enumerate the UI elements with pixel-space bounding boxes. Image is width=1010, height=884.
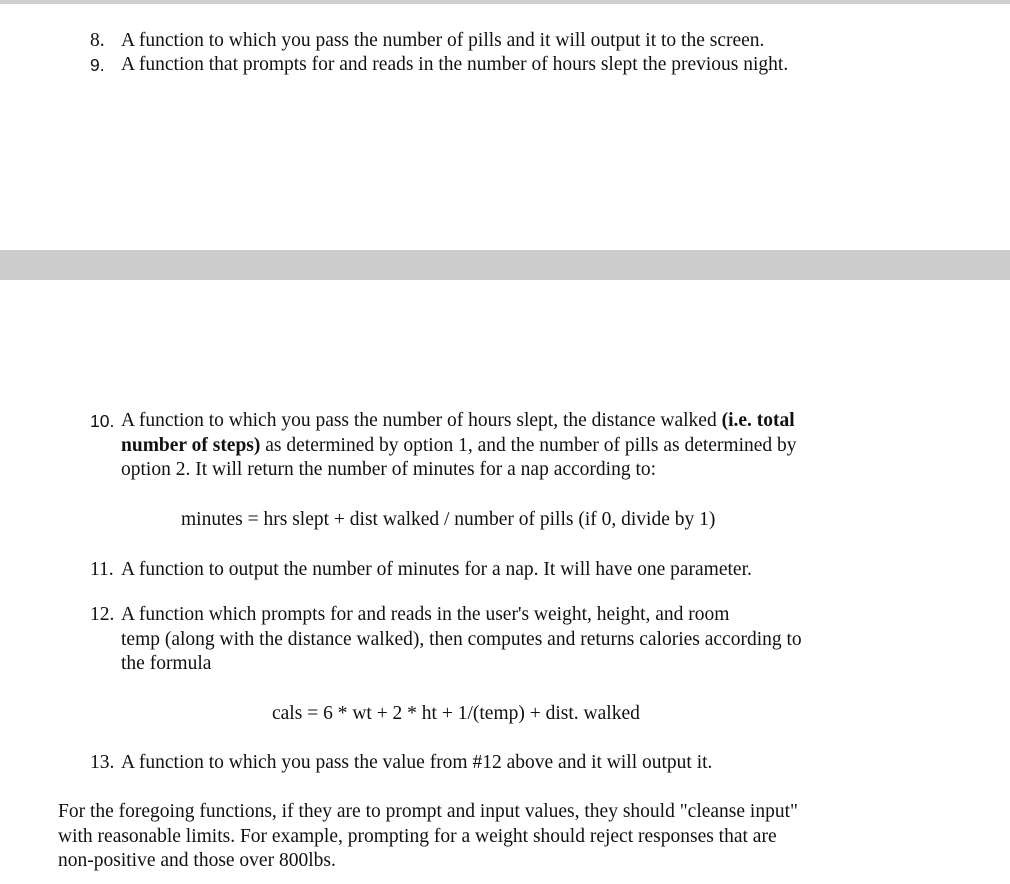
item-number: 8. xyxy=(90,30,105,51)
item-number: 9. xyxy=(90,55,105,75)
item-text-line: the formula xyxy=(121,653,212,674)
paragraph-line: with reasonable limits. For example, prompting for a weight should reject responses that are xyxy=(58,825,777,847)
bold-text: (i.e. total xyxy=(721,410,795,431)
item-number: 13. xyxy=(90,752,115,773)
item-text-line: option 2. It will return the number of minutes for a nap according to: xyxy=(121,459,657,480)
item-number: 10. xyxy=(90,411,115,431)
item-text-line: temp (along with the distance walked), then computes and returns calories according to xyxy=(121,628,802,650)
paragraph-line: non-positive and those over 800lbs. xyxy=(58,850,336,871)
item-text: A function to output the number of minutes for a nap. It will have one parameter. xyxy=(121,559,752,580)
item-text-line: A function to which you pass the number of hours slept, the distance walked (i.e. total xyxy=(121,410,795,431)
item-text: A function that prompts for and reads in the number of hours slept the previous night. xyxy=(121,54,789,75)
item-number: 12. xyxy=(90,604,115,625)
paragraph-line: For the foregoing functions, if they are to prompt and input values, they should "cleanse input" xyxy=(58,801,798,822)
cals-formula: cals = 6 * wt + 2 * ht + 1/(temp) + dist. walked xyxy=(272,703,640,724)
closing-paragraph xyxy=(58,800,798,874)
item-text: A function to which you pass the value from #12 above and it will output it. xyxy=(121,752,713,773)
page-top-border xyxy=(0,0,1010,4)
minutes-formula: minutes = hrs slept + dist walked / number of pills (if 0, divide by 1) xyxy=(181,509,716,530)
item-text-line: number of steps) as determined by option 1, and the number of pills as determined by xyxy=(121,434,797,456)
item-number: 11. xyxy=(90,559,114,580)
item-text-line: A function which prompts for and reads in the user's weight, height, and room xyxy=(121,604,730,625)
item-text: A function to which you pass the number of pills and it will output it to the screen. xyxy=(121,30,765,51)
page-separator xyxy=(0,250,1010,280)
bold-text: number of steps) xyxy=(121,434,261,456)
